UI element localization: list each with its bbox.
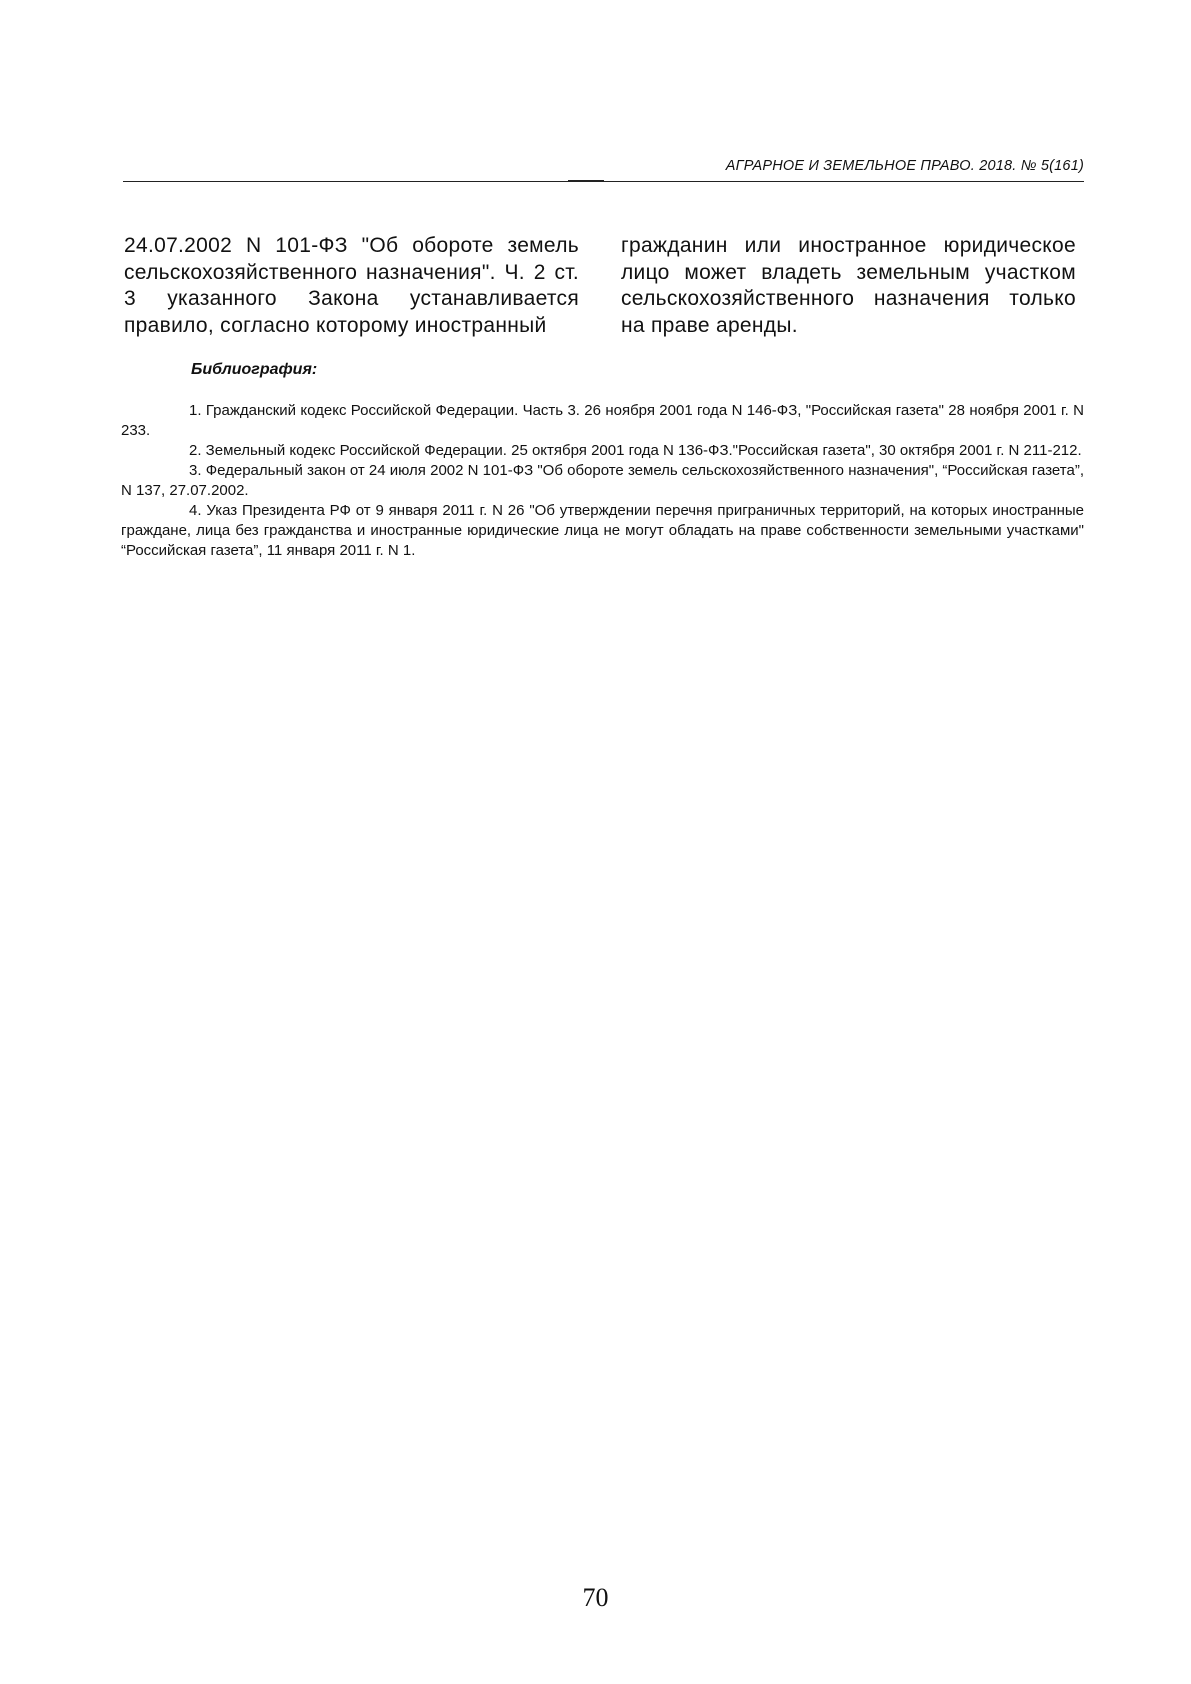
bibliography-item: 3. Федеральный закон от 24 июля 2002 N 101-ФЗ "Об обороте земель сельскохозяйственного назначения", “Российская газета”, N 137, 27.07.2002. xyxy=(121,462,1084,499)
body-left-column: 24.07.2002 N 101-ФЗ "Об обороте земель сельскохозяйственного назначения". Ч. 2 ст. 3 указанного Закона устанавливается правило, согласно которому иностранный xyxy=(124,234,579,337)
bibliography-item: 2. Земельный кодекс Российской Федерации. 25 октября 2001 года N 136-ФЗ."Российская газета", 30 октября 2001 г. N 211-212. xyxy=(189,442,1082,459)
bibliography-item: 4. Указ Президента РФ от 9 января 2011 г. N 26 "Об утверждении перечня приграничных территорий, на которых иностранные граждане, лица без гражданства и иностранные юридические лица не могут обладать на праве собственности земельными участками" “Российская газета”, 11 января 2011 г. N 1. xyxy=(121,502,1084,559)
bibliography-item: 1. Гражданский кодекс Российской Федерации. Часть 3. 26 ноября 2001 года N 146-ФЗ, "Российская газета" 28 ноября 2001 г. N 233. xyxy=(121,402,1084,439)
page-number: 70 xyxy=(582,1583,609,1612)
header-rule-accent xyxy=(568,180,604,182)
bibliography-list xyxy=(121,401,1084,561)
body-right-column: гражданин или иностранное юридическое лицо может владеть земельным участком сельскохозяйственного назначения только на праве аренды. xyxy=(621,234,1076,337)
running-header: АГРАРНОЕ И ЗЕМЕЛЬНОЕ ПРАВО. 2018. № 5(161) xyxy=(725,158,1084,174)
bibliography-heading: Библиография: xyxy=(191,361,318,378)
